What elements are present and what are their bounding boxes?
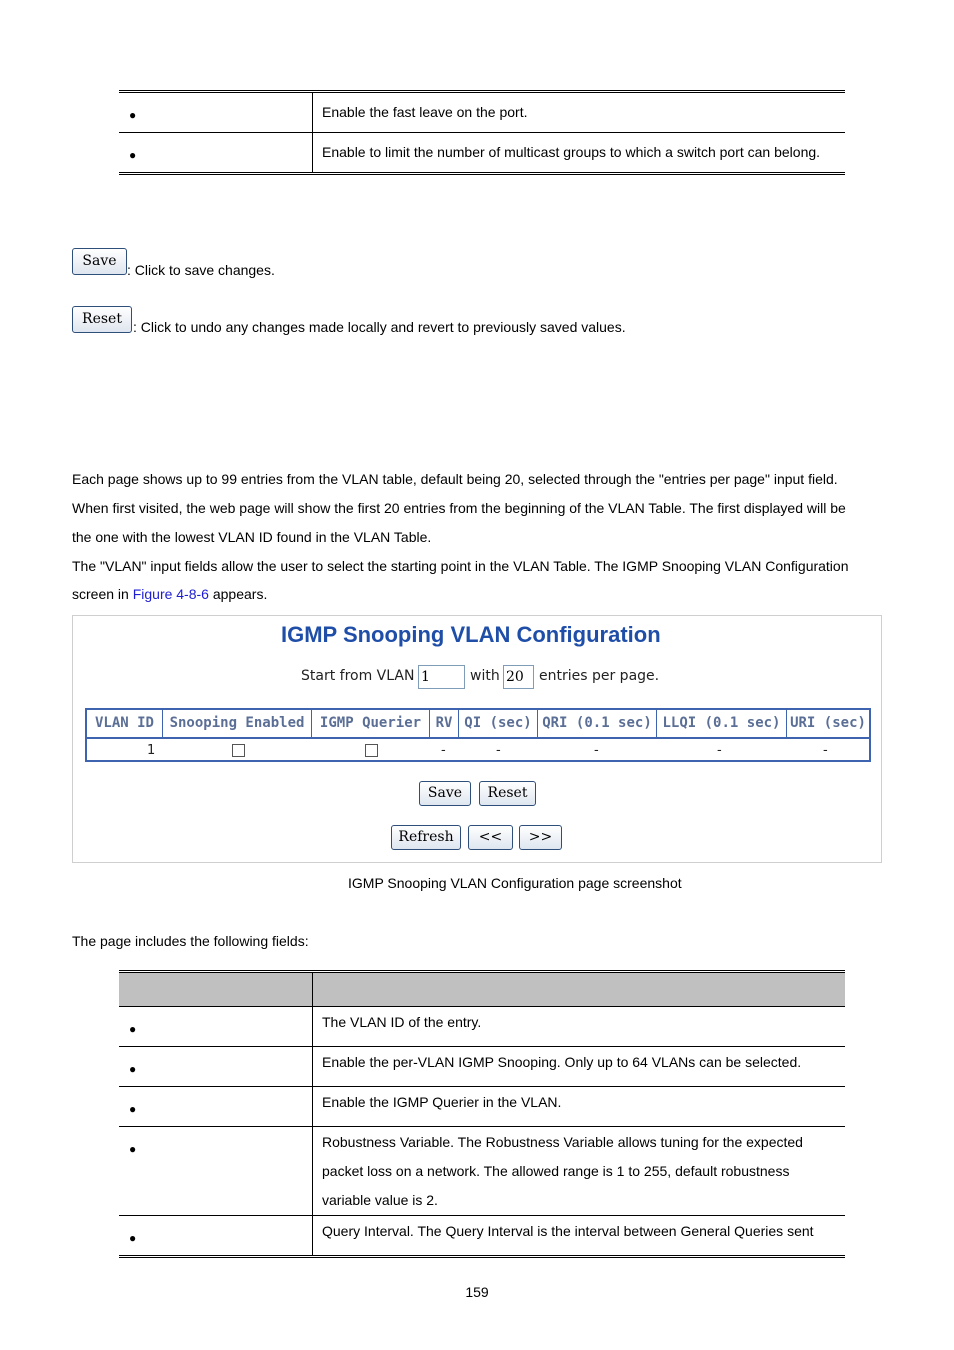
fields-table: [119, 970, 845, 1258]
field-description: Enable the per-VLAN IGMP Snooping. Only up to 64 VLANs can be selected.: [313, 1047, 846, 1087]
snooping-enabled-checkbox[interactable]: [232, 744, 245, 757]
cell-uri: -: [823, 743, 828, 758]
cell-vlan-id: 1: [147, 743, 156, 758]
with-label: with: [470, 668, 500, 684]
header-snooping-enabled: Snooping Enabled: [163, 710, 312, 737]
igmp-querier-checkbox[interactable]: [365, 744, 378, 757]
bullet-icon: ●: [129, 148, 137, 162]
igmp-vlan-config-screenshot: [72, 615, 882, 863]
body-line: the one with the lowest VLAN ID found in the VLAN Table.: [72, 529, 432, 545]
start-vlan-input[interactable]: 1: [418, 665, 465, 689]
bullet-icon: ●: [129, 1022, 137, 1036]
cell-qi: -: [496, 743, 501, 758]
field-description: Query Interval. The Query Interval is the interval between General Queries sent: [313, 1216, 846, 1257]
field-description: Robustness Variable. The Robustness Variable allows tuning for the expected packet loss on a network. The allowed range is 1 to 255, default robustness variable value is 2.: [313, 1127, 846, 1216]
page-number: 159: [465, 1284, 489, 1300]
header-rv: RV: [430, 710, 459, 737]
figure-caption: IGMP Snooping VLAN Configuration page screenshot: [348, 875, 682, 891]
header-uri: URI (sec): [790, 715, 866, 731]
top-field-table: [119, 90, 845, 175]
table-header-row: [119, 972, 845, 1007]
bullet-icon: ●: [129, 1142, 137, 1156]
grid-header: [87, 710, 869, 737]
body-line: Each page shows up to 99 entries from the VLAN table, default being 20, selected through the "entries per page" input field.: [72, 471, 838, 487]
table-row: [119, 1087, 845, 1127]
save-button[interactable]: Save: [72, 248, 127, 275]
header-igmp-querier: IGMP Querier: [312, 710, 430, 737]
table-row: [119, 1127, 845, 1216]
refresh-button[interactable]: Refresh: [391, 825, 461, 850]
screenshot-title: IGMP Snooping VLAN Configuration: [281, 622, 661, 647]
table-row: [119, 133, 845, 174]
entries-per-page-label: entries per page.: [539, 668, 660, 684]
field-description: The VLAN ID of the entry.: [313, 1007, 846, 1047]
header-qri: QRI (0.1 sec): [538, 710, 657, 737]
field-description: Enable the IGMP Querier in the VLAN.: [313, 1087, 846, 1127]
field-description: Enable the fast leave on the port.: [322, 104, 528, 120]
body-line: The "VLAN" input fields allow the user to select the starting point in the VLAN Table. The IGMP Snooping VLAN Configuration: [72, 558, 849, 574]
header-vlan-id: VLAN ID: [87, 710, 163, 737]
header-llqi: LLQI (0.1 sec): [657, 710, 787, 737]
reset-button[interactable]: Reset: [72, 306, 132, 333]
reset-description: : Click to undo any changes made locally and revert to previously saved values.: [133, 319, 626, 335]
prev-page-button[interactable]: <<: [468, 825, 513, 850]
table-row: [119, 1007, 845, 1047]
start-from-label: Start from VLAN: [301, 668, 415, 684]
next-page-button[interactable]: >>: [519, 825, 562, 850]
field-description: Enable to limit the number of multicast groups to which a switch port can belong.: [313, 133, 846, 174]
body-line: When first visited, the web page will show the first 20 entries from the beginning of the VLAN Table. The first displayed will be: [72, 500, 846, 516]
body-line: screen in Figure 4-8-6 appears.: [72, 586, 268, 602]
table-row: [119, 92, 845, 133]
figure-link[interactable]: Figure 4-8-6: [132, 586, 209, 602]
table-row: [119, 1216, 845, 1257]
cell-rv: -: [441, 743, 446, 758]
bullet-icon: ●: [129, 1102, 137, 1116]
vlan-config-grid: [85, 708, 871, 762]
screenshot-reset-button[interactable]: Reset: [479, 781, 536, 806]
screenshot-save-button[interactable]: Save: [419, 781, 471, 806]
bullet-icon: ●: [129, 108, 137, 122]
bullet-icon: ●: [129, 1231, 137, 1245]
fields-intro: The page includes the following fields:: [72, 933, 309, 949]
header-qi: QI (sec): [459, 710, 538, 737]
cell-qri: -: [594, 743, 599, 758]
bullet-icon: ●: [129, 1062, 137, 1076]
table-row: [119, 1047, 845, 1087]
cell-llqi: -: [717, 743, 722, 758]
entries-per-page-input[interactable]: 20: [503, 665, 534, 689]
save-description: : Click to save changes.: [127, 262, 275, 278]
table-row: [87, 737, 869, 762]
